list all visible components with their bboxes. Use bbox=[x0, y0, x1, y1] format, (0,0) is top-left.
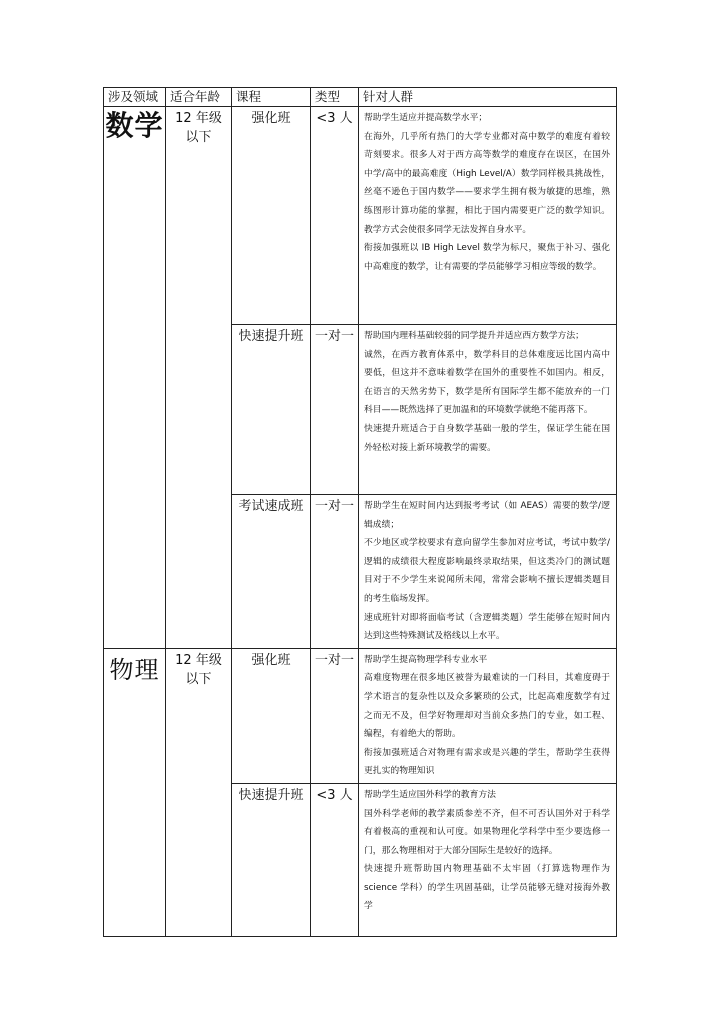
age-line: 以下 bbox=[185, 130, 212, 145]
course-cell: 快速提升班 bbox=[232, 325, 311, 495]
course-cell: 快速提升班 bbox=[232, 783, 311, 936]
desc-paragraph: 速成班针对即将面临考试（含逻辑类题）学生能够在短时间内达到这些特殊测试及格线以上水平。 bbox=[364, 612, 610, 642]
field-label: 物理 bbox=[109, 655, 160, 684]
header-course: 课程 bbox=[232, 88, 311, 107]
desc-paragraph: 帮助学生适应国外科学的教育方法 bbox=[364, 789, 496, 800]
desc-paragraph: 帮助国内理科基础较弱的同学提升并适应西方数学方法； bbox=[364, 331, 584, 341]
desc-paragraph: 帮助学生在短时间内达到报考考试（如 AEAS）需要的数学/逻辑成绩； bbox=[364, 501, 610, 530]
audience-cell bbox=[359, 783, 617, 936]
desc-paragraph: 国外科学老师的教学素质参差不齐，但不可否认国外对于科学有着极高的重视和认可度。如果物理化学科学中至少要选修一门，那么物理相对于大部分国际生是较好的选择。 bbox=[364, 808, 610, 856]
course-cell: 强化班 bbox=[232, 107, 311, 325]
field-label: 数学 bbox=[105, 109, 164, 142]
table-row bbox=[104, 107, 617, 325]
course-cell: 考试速成班 bbox=[232, 495, 311, 649]
desc-paragraph: 不少地区或学校要求有意向留学生参加对应考试，考试中数学/逻辑的成绩很大程度影响最终录取结果，但这类冷门的测试题目对于不少学生来说闻所未闻，常常会影响不擅长逻辑类题目的考生临场发挥。 bbox=[364, 538, 610, 604]
header-field: 涉及领域 bbox=[104, 88, 166, 107]
age-line: 以下 bbox=[185, 671, 212, 687]
header-type: 类型 bbox=[311, 88, 359, 107]
audience-cell bbox=[359, 325, 617, 495]
desc-paragraph: 高难度物理在很多地区被誉为最难读的一门科目，其难度碍于学术语言的复杂性以及众多繁琐的公式，比起高难度数学有过之而无不及，但学好物理却对当前众多热门的专业，如工程、编程，有着绝大的帮助。 bbox=[364, 673, 610, 740]
course-cell: 强化班 bbox=[232, 648, 311, 783]
audience-cell bbox=[359, 107, 617, 325]
age-line: 12 年级 bbox=[175, 111, 222, 126]
desc-paragraph: 帮助学生适应并提高数学水平； bbox=[364, 113, 488, 123]
audience-cell bbox=[359, 648, 617, 783]
desc-paragraph: 衔接加强班以 IB High Level 数学为标尺，聚焦于补习、强化中高难度的数学，让有需要的学员能够学习相应等级的数学。 bbox=[364, 243, 610, 272]
header-row bbox=[104, 88, 617, 107]
type-cell: <3 人 bbox=[311, 107, 359, 325]
desc-paragraph: 在海外，几乎所有热门的大学专业都对高中数学的难度有着较苛刻要求。很多人对于西方高等数学的难度存在误区，在国外中学/高中的最高难度（High Level/A）数学同样极具挑战性，丝毫不逊色于国内数学——要求学生拥有极为敏捷的思维，熟练图形计算功能的掌握，相比于国内需要更广泛的数学知识。教学方式会使很多同学无法发挥自身水平。 bbox=[364, 131, 610, 235]
age-cell bbox=[166, 648, 232, 936]
desc-paragraph: 快速提升班帮助国内物理基础不太牢固（打算选物理作为 science 学科）的学生巩固基础，让学员能够无缝对接海外教学 bbox=[364, 864, 610, 912]
type-cell: 一对一 bbox=[311, 648, 359, 783]
type-cell: 一对一 bbox=[311, 495, 359, 649]
type-cell: 一对一 bbox=[311, 325, 359, 495]
header-audience: 针对人群 bbox=[359, 88, 617, 107]
desc-paragraph: 诚然，在西方教育体系中，数学科目的总体难度远比国内高中要低，但这并不意味着数学在国外的重要性不如国内。相反，在语言的天然劣势下，数学是所有国际学生都不能放弃的一门科目——既然选择了更加温和的环境数学就绝不能再落下。 bbox=[364, 349, 610, 416]
type-cell: <3 人 bbox=[311, 783, 359, 936]
desc-paragraph: 帮助学生提高物理学科专业水平 bbox=[364, 654, 488, 665]
field-cell-physics bbox=[104, 648, 166, 936]
course-table bbox=[103, 87, 617, 937]
header-age: 适合年龄 bbox=[166, 88, 232, 107]
age-cell bbox=[166, 107, 232, 649]
age-line: 12 年级 bbox=[175, 652, 222, 668]
desc-paragraph: 快速提升班适合于自身数学基础一般的学生，保证学生能在国外轻松对接上新环境教学的需要。 bbox=[364, 423, 610, 453]
table-row bbox=[104, 648, 617, 783]
audience-cell bbox=[359, 495, 617, 649]
desc-paragraph: 衔接加强班适合对物理有需求或是兴趣的学生，帮助学生获得更扎实的物理知识 bbox=[364, 747, 610, 777]
field-cell-math bbox=[104, 107, 166, 649]
